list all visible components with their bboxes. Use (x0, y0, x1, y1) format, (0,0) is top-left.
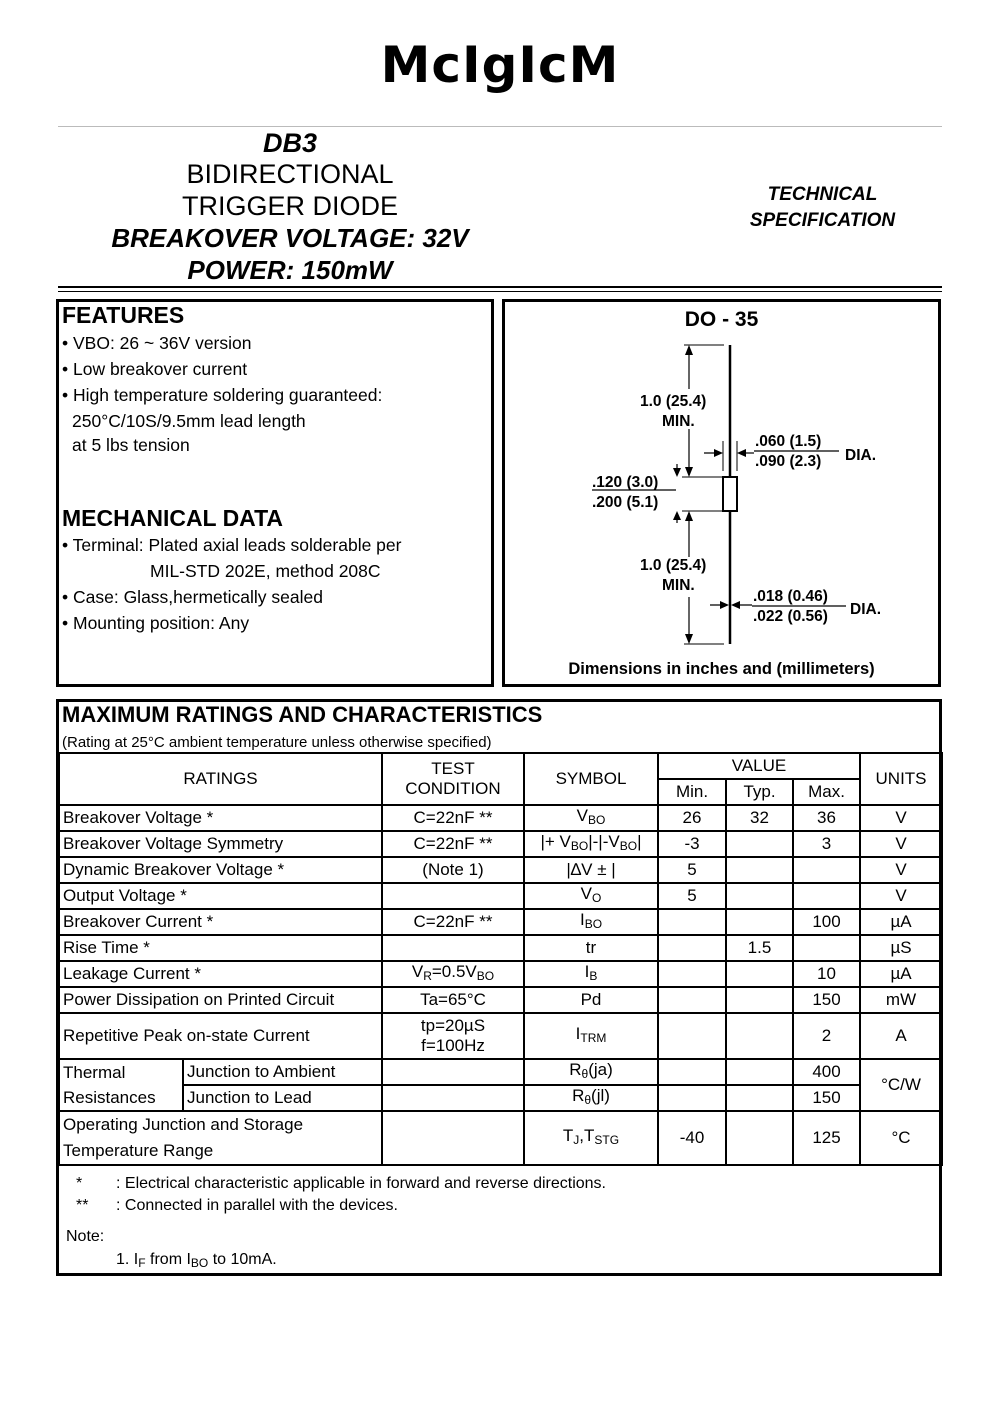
row-typ (726, 961, 793, 987)
ratings-table (58, 752, 943, 1166)
dim-dia-arrowhead-b (737, 449, 746, 457)
cond-line-1: tp=20µS (420, 1016, 486, 1035)
row-cond (382, 1111, 524, 1165)
row-symbol (524, 961, 658, 987)
row-min: 5 (658, 857, 726, 883)
symbol-sub: B (589, 969, 598, 983)
table-row-thermal-ja (59, 1059, 942, 1085)
header-value: VALUE (658, 753, 860, 779)
row-symbol: Pd (524, 987, 658, 1013)
row-min: 26 (658, 805, 726, 831)
header-test-condition (382, 753, 524, 805)
table-row (59, 987, 942, 1013)
symbol-main: R (569, 1060, 582, 1079)
row-min (658, 987, 726, 1013)
row-max: 100 (793, 909, 860, 935)
row-cond: (Note 1) (382, 857, 524, 883)
table-row (59, 1013, 942, 1059)
header-divider (58, 126, 942, 127)
header-min: Min. (658, 779, 726, 805)
row-max (793, 935, 860, 961)
header-typ: Typ. (726, 779, 793, 805)
row-max (793, 883, 860, 909)
part-number: DB3 (262, 128, 317, 158)
symbol-main: V (580, 884, 592, 903)
dim-arrowhead-top-b (685, 467, 693, 477)
table-row (59, 935, 942, 961)
row-symbol: tr (524, 935, 658, 961)
title-rule-thin (58, 291, 942, 292)
symbol-sub-2: STG (594, 1133, 620, 1147)
row-symbol (524, 1013, 658, 1059)
note-label: Note: (66, 1228, 105, 1245)
row-max: 150 (793, 987, 860, 1013)
row-unit: µS (860, 935, 942, 961)
row-typ (726, 1013, 793, 1059)
table-header-row (59, 753, 942, 779)
table-row-operating (59, 1111, 942, 1165)
row-typ (726, 1059, 793, 1085)
row-typ (726, 1085, 793, 1111)
row-name: Breakover Current * (59, 909, 382, 935)
dim-top-lead-value: 1.0 (25.4) (640, 393, 707, 410)
row-unit: V (860, 857, 942, 883)
row-symbol (524, 909, 658, 935)
dim-arrowhead-top-a (685, 345, 693, 355)
row-cond (382, 1085, 524, 1111)
row-max: 2 (793, 1013, 860, 1059)
package-dimension-drawing (502, 299, 941, 687)
row-max: 3 (793, 831, 860, 857)
symbol-sub-2: BO (619, 839, 638, 853)
row-name: Leakage Current * (59, 961, 382, 987)
mechanical-item-3: • Case: Glass,hermetically sealed (62, 587, 323, 607)
row-unit: mW (860, 987, 942, 1013)
note-star-text: : Electrical characteristic applicable in forward and reverse directions. (116, 1175, 606, 1192)
title-line-2: TRIGGER DIODE (181, 191, 398, 221)
row-name: Power Dissipation on Printed Circuit (59, 987, 382, 1013)
row-name: Output Voltage * (59, 883, 382, 909)
row-typ (726, 909, 793, 935)
breakover-voltage-headline: BREAKOVER VOLTAGE: 32V (111, 223, 469, 253)
row-symbol: |∆V ± | (524, 857, 658, 883)
note-dstar-mark: ** (76, 1197, 89, 1214)
feature-item-5: at 5 lbs tension (72, 435, 190, 455)
header-test-line-2: CONDITION (405, 779, 501, 798)
header-test-line-1: TEST (431, 759, 475, 778)
spec-line-2: SPECIFICATION (749, 210, 896, 231)
row-min: -3 (658, 831, 726, 857)
header-ratings: RATINGS (59, 753, 382, 805)
row-unit: V (860, 831, 942, 857)
technical-specification-label (700, 182, 945, 234)
row-name: Repetitive Peak on-state Current (59, 1013, 382, 1059)
row-symbol (524, 1085, 658, 1111)
features-heading: FEATURES (62, 302, 185, 328)
row-name: Rise Time * (59, 935, 382, 961)
header-units: UNITS (860, 753, 942, 805)
row-cond (382, 961, 524, 987)
dim-top-lead-min: MIN. (662, 413, 695, 430)
mechanical-item-2: MIL-STD 202E, method 208C (150, 561, 381, 581)
dim-body-2: .200 (5.1) (592, 494, 659, 511)
dim-lead-dia-arrowhead-b (731, 601, 740, 609)
mechanical-heading: MECHANICAL DATA (62, 505, 284, 531)
cond-line-2: f=100Hz (421, 1036, 485, 1055)
dim-body-1: .120 (3.0) (592, 474, 659, 491)
symbol-main: V (576, 806, 588, 825)
row-cond (382, 935, 524, 961)
row-typ (726, 883, 793, 909)
row-typ (726, 857, 793, 883)
dim-arrowhead-bot-a (685, 511, 693, 521)
row-typ (726, 831, 793, 857)
table-row (59, 909, 942, 935)
feature-item-3: • High temperature soldering guaranteed: (62, 385, 383, 405)
symbol-sub: BO (570, 839, 589, 853)
operating-label-1: Operating Junction and Storage (63, 1115, 304, 1134)
table-row (59, 857, 942, 883)
symbol-main: R (572, 1086, 585, 1105)
row-cond: C=22nF ** (382, 805, 524, 831)
dim-bottom-lead-min: MIN. (662, 577, 695, 594)
note-1-sub: F (138, 1256, 146, 1270)
row-min (658, 1013, 726, 1059)
table-row (59, 883, 942, 909)
row-typ: 32 (726, 805, 793, 831)
dim-dia-a-2: .090 (2.3) (755, 453, 822, 470)
row-max: 125 (793, 1111, 860, 1165)
row-unit: V (860, 883, 942, 909)
row-max (793, 857, 860, 883)
row-cond: C=22nF ** (382, 831, 524, 857)
row-min: -40 (658, 1111, 726, 1165)
symbol-main-2: |-|-V (588, 832, 620, 851)
symbol-rest: (jl) (591, 1086, 610, 1105)
table-row (59, 805, 942, 831)
dim-dia-b-label: DIA. (850, 601, 881, 618)
row-cond: C=22nF ** (382, 909, 524, 935)
spec-line-1: TECHNICAL (767, 184, 878, 205)
cond-main: V (411, 962, 424, 981)
row-unit: °C (860, 1111, 942, 1165)
table-row-thermal-jl (59, 1085, 942, 1111)
note-dstar-text: : Connected in parallel with the devices. (116, 1197, 398, 1214)
feature-item-2: • Low breakover current (62, 359, 248, 379)
dim-dia-b-1: .018 (0.46) (753, 588, 828, 605)
title-line-1: BIDIRECTIONAL (186, 159, 394, 189)
diode-body (723, 477, 737, 511)
row-name: Dynamic Breakover Voltage * (59, 857, 382, 883)
row-max: 36 (793, 805, 860, 831)
row-typ (726, 1111, 793, 1165)
row-unit: µA (860, 961, 942, 987)
symbol-sub: O (592, 891, 602, 905)
symbol-sub: θ (581, 1067, 589, 1081)
row-min (658, 961, 726, 987)
dim-dia-arrowhead-a (714, 449, 723, 457)
note-1-sub2: BO (190, 1256, 209, 1270)
row-max: 10 (793, 961, 860, 987)
brand-logo: McIgIcM (380, 36, 620, 94)
row-unit: A (860, 1013, 942, 1059)
title-block (60, 128, 520, 286)
cond-main-2: =0.5V (431, 962, 477, 981)
package-title: DO - 35 (684, 308, 759, 331)
mechanical-item-4: • Mounting position: Any (62, 613, 250, 633)
symbol-main: I (584, 962, 590, 981)
feature-item-1: • VBO: 26 ~ 36V version (62, 333, 252, 353)
dim-dia-a-label: DIA. (845, 447, 876, 464)
symbol-sub: BO (584, 917, 603, 931)
header-symbol: SYMBOL (524, 753, 658, 805)
symbol-main: T (562, 1126, 574, 1145)
symbol-main-3: | (637, 832, 642, 851)
title-rule-thick (58, 286, 942, 288)
row-name: Breakover Voltage * (59, 805, 382, 831)
thermal-label-1: Thermal (59, 1059, 183, 1085)
row-min (658, 909, 726, 935)
symbol-sub: TRM (580, 1031, 607, 1045)
symbol-main: |+ V (540, 832, 571, 851)
row-min (658, 1059, 726, 1085)
feature-item-4: 250°C/10S/9.5mm lead length (72, 411, 306, 431)
table-row (59, 961, 942, 987)
row-symbol (524, 805, 658, 831)
row-name: Breakover Voltage Symmetry (59, 831, 382, 857)
note-1-b: from I (145, 1251, 191, 1268)
row-unit: V (860, 805, 942, 831)
thermal-unit: °C/W (860, 1059, 942, 1111)
operating-label (59, 1111, 382, 1165)
row-symbol (524, 883, 658, 909)
thermal-jl-label: Junction to Lead (183, 1085, 382, 1111)
dim-lead-dia-arrowhead-a (720, 601, 729, 609)
symbol-rest: (ja) (588, 1060, 613, 1079)
mechanical-item-1: • Terminal: Plated axial leads solderable per (62, 535, 402, 555)
row-cond: Ta=65°C (382, 987, 524, 1013)
package-caption: Dimensions in inches and (millimeters) (568, 660, 875, 678)
note-1-c: to 10mA. (208, 1251, 277, 1268)
row-typ: 1.5 (726, 935, 793, 961)
row-symbol (524, 1059, 658, 1085)
row-min (658, 1085, 726, 1111)
dim-body-arrowhead-b (673, 511, 681, 520)
dim-dia-a-1: .060 (1.5) (755, 433, 822, 450)
cond-sub: R (423, 969, 432, 983)
dim-bottom-lead-value: 1.0 (25.4) (640, 557, 707, 574)
row-cond (382, 1013, 524, 1059)
symbol-main: I (579, 910, 585, 929)
dim-dia-b-2: .022 (0.56) (753, 608, 828, 625)
note-star-mark: * (76, 1175, 83, 1192)
table-row (59, 831, 942, 857)
ratings-subtitle: (Rating at 25°C ambient temperature unless otherwise specified) (62, 734, 492, 751)
symbol-main-2: ,T (579, 1126, 595, 1145)
note-1-a: 1. I (116, 1251, 139, 1268)
symbol-sub: θ (584, 1093, 592, 1107)
row-symbol (524, 831, 658, 857)
row-max: 150 (793, 1085, 860, 1111)
dim-body-arrowhead-a (673, 468, 681, 477)
row-min (658, 935, 726, 961)
cond-sub-2: BO (476, 969, 495, 983)
row-cond (382, 1059, 524, 1085)
note-1 (116, 1249, 277, 1274)
row-symbol (524, 1111, 658, 1165)
row-cond (382, 883, 524, 909)
row-unit: µA (860, 909, 942, 935)
thermal-label-2: Resistances (59, 1085, 183, 1111)
operating-label-2: Temperature Range (63, 1141, 214, 1160)
header-max: Max. (793, 779, 860, 805)
row-max: 400 (793, 1059, 860, 1085)
symbol-main: I (575, 1024, 581, 1043)
thermal-ja-label: Junction to Ambient (183, 1059, 382, 1085)
row-typ (726, 987, 793, 1013)
row-min: 5 (658, 883, 726, 909)
ratings-heading: MAXIMUM RATINGS AND CHARACTERISTICS (62, 702, 543, 727)
power-headline: POWER: 150mW (187, 255, 393, 285)
symbol-sub: J (573, 1133, 580, 1147)
dim-arrowhead-bot-b (685, 634, 693, 644)
symbol-sub: BO (588, 813, 606, 827)
